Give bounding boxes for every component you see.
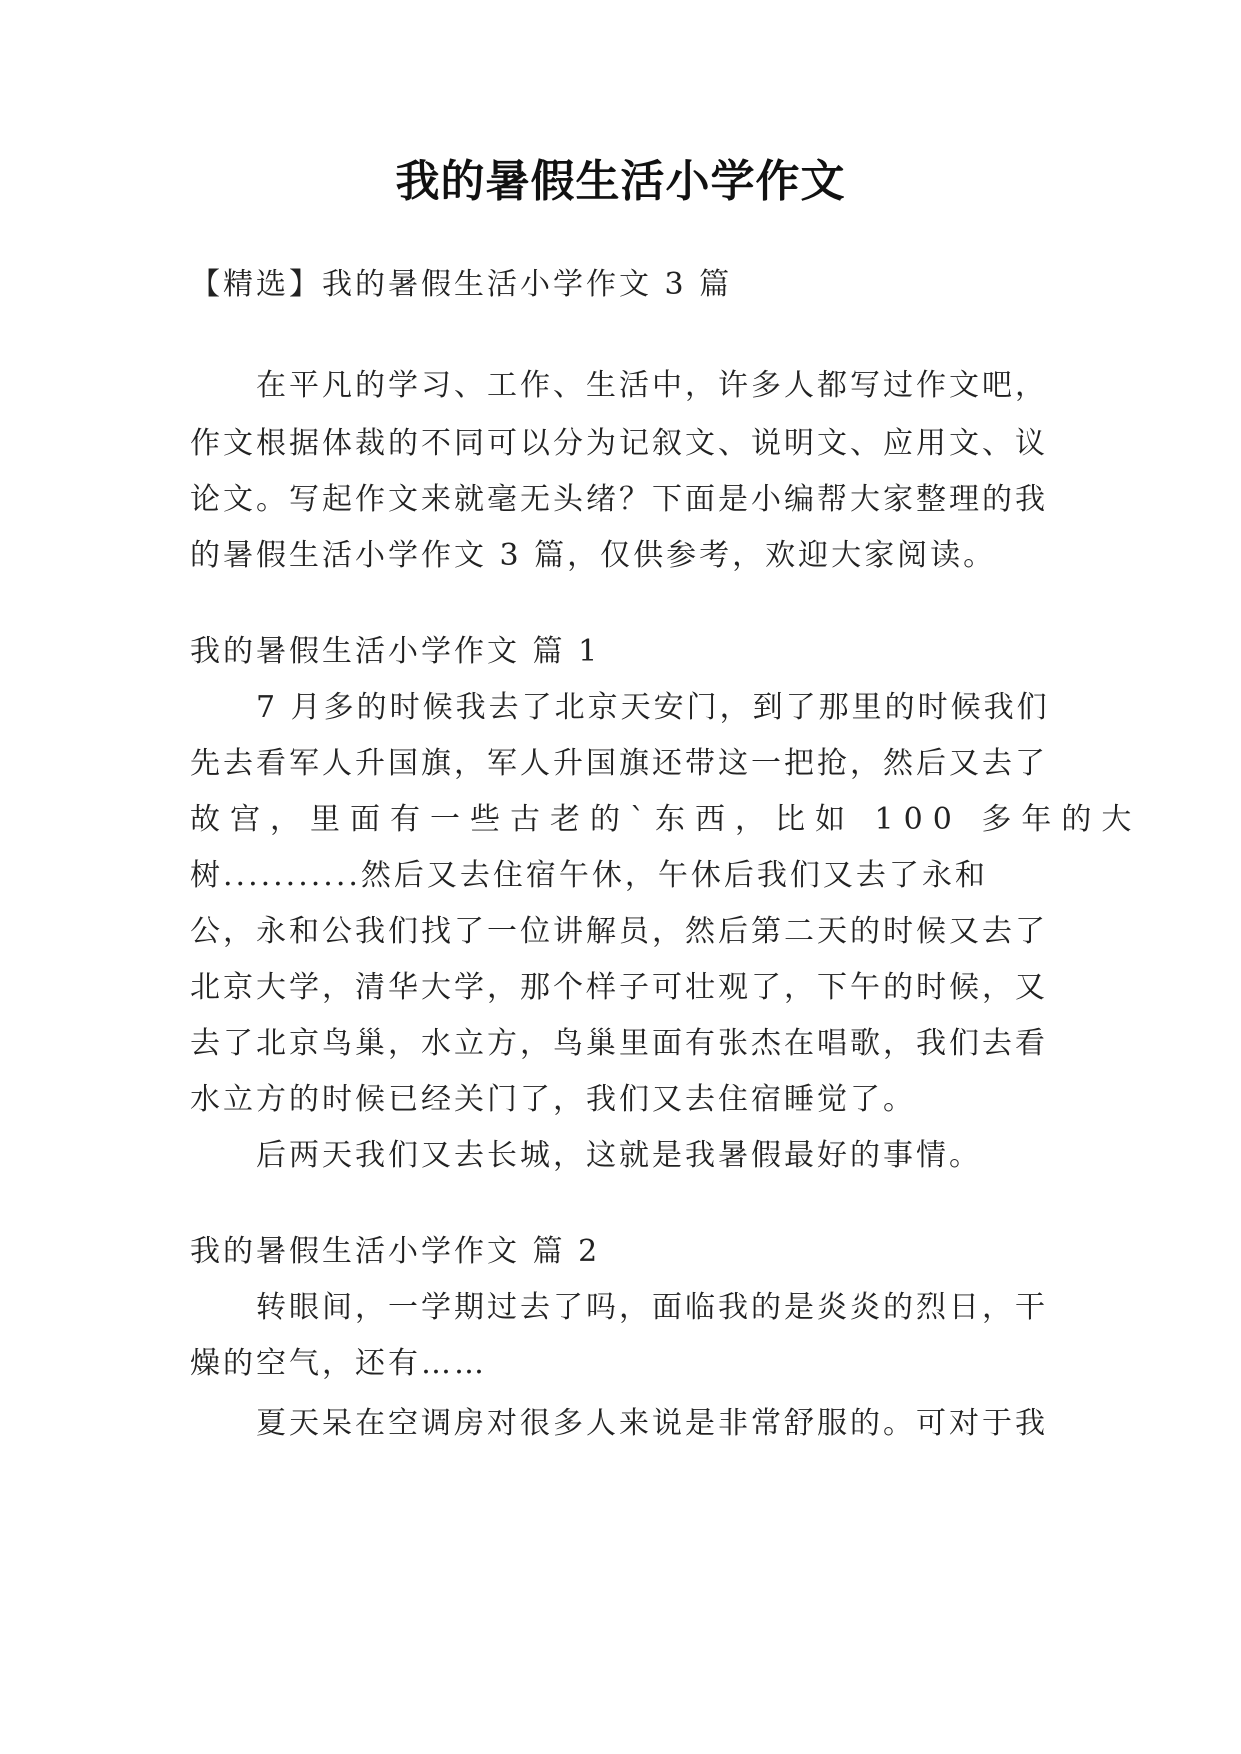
paragraph-line: 7 月多的时候我去了北京天安门，到了那里的时候我们 [256, 690, 1050, 725]
paragraph-line: 公，永和公我们找了一位讲解员，然后第二天的时候又去了 [190, 914, 1048, 949]
paragraph-line: 先去看军人升国旗，军人升国旗还带这一把抢，然后又去了 [190, 746, 1048, 781]
intro-line: 作文根据体裁的不同可以分为记叙文、说明文、应用文、议 [190, 426, 1048, 461]
paragraph-line: 水立方的时候已经关门了，我们又去住宿睡觉了。 [190, 1082, 916, 1117]
paragraph-line: 去了北京鸟巢，水立方，鸟巢里面有张杰在唱歌，我们去看 [190, 1026, 1048, 1061]
intro-line: 论文。写起作文来就毫无头绪？下面是小编帮大家整理的我 [190, 482, 1048, 517]
paragraph-line: 燥的空气，还有…… [190, 1346, 487, 1381]
section-heading-2: 我的暑假生活小学作文 篇 2 [190, 1234, 601, 1269]
document-title: 我的暑假生活小学作文 [395, 156, 846, 207]
paragraph-line: 树...........然后又去住宿午休，午休后我们又去了永和 [190, 858, 988, 893]
paragraph-line: 北京大学，清华大学，那个样子可壮观了，下午的时候，又 [190, 970, 1048, 1005]
intro-line: 在平凡的学习、工作、生活中，许多人都写过作文吧， [256, 368, 1048, 403]
document-subtitle: 【精选】我的暑假生活小学作文 3 篇 [190, 267, 733, 302]
paragraph-line: 转眼间，一学期过去了吗，面临我的是炎炎的烈日，干 [256, 1290, 1048, 1325]
intro-line: 的暑假生活小学作文 3 篇，仅供参考，欢迎大家阅读。 [190, 538, 997, 573]
paragraph-line: 后两天我们又去长城，这就是我暑假最好的事情。 [256, 1138, 982, 1173]
section-heading-1: 我的暑假生活小学作文 篇 1 [190, 634, 601, 669]
paragraph-line: 故宫，里面有一些古老的`东西，比如 100 多年的大 [190, 802, 1142, 837]
paragraph-line: 夏天呆在空调房对很多人来说是非常舒服的。可对于我 [256, 1406, 1048, 1441]
